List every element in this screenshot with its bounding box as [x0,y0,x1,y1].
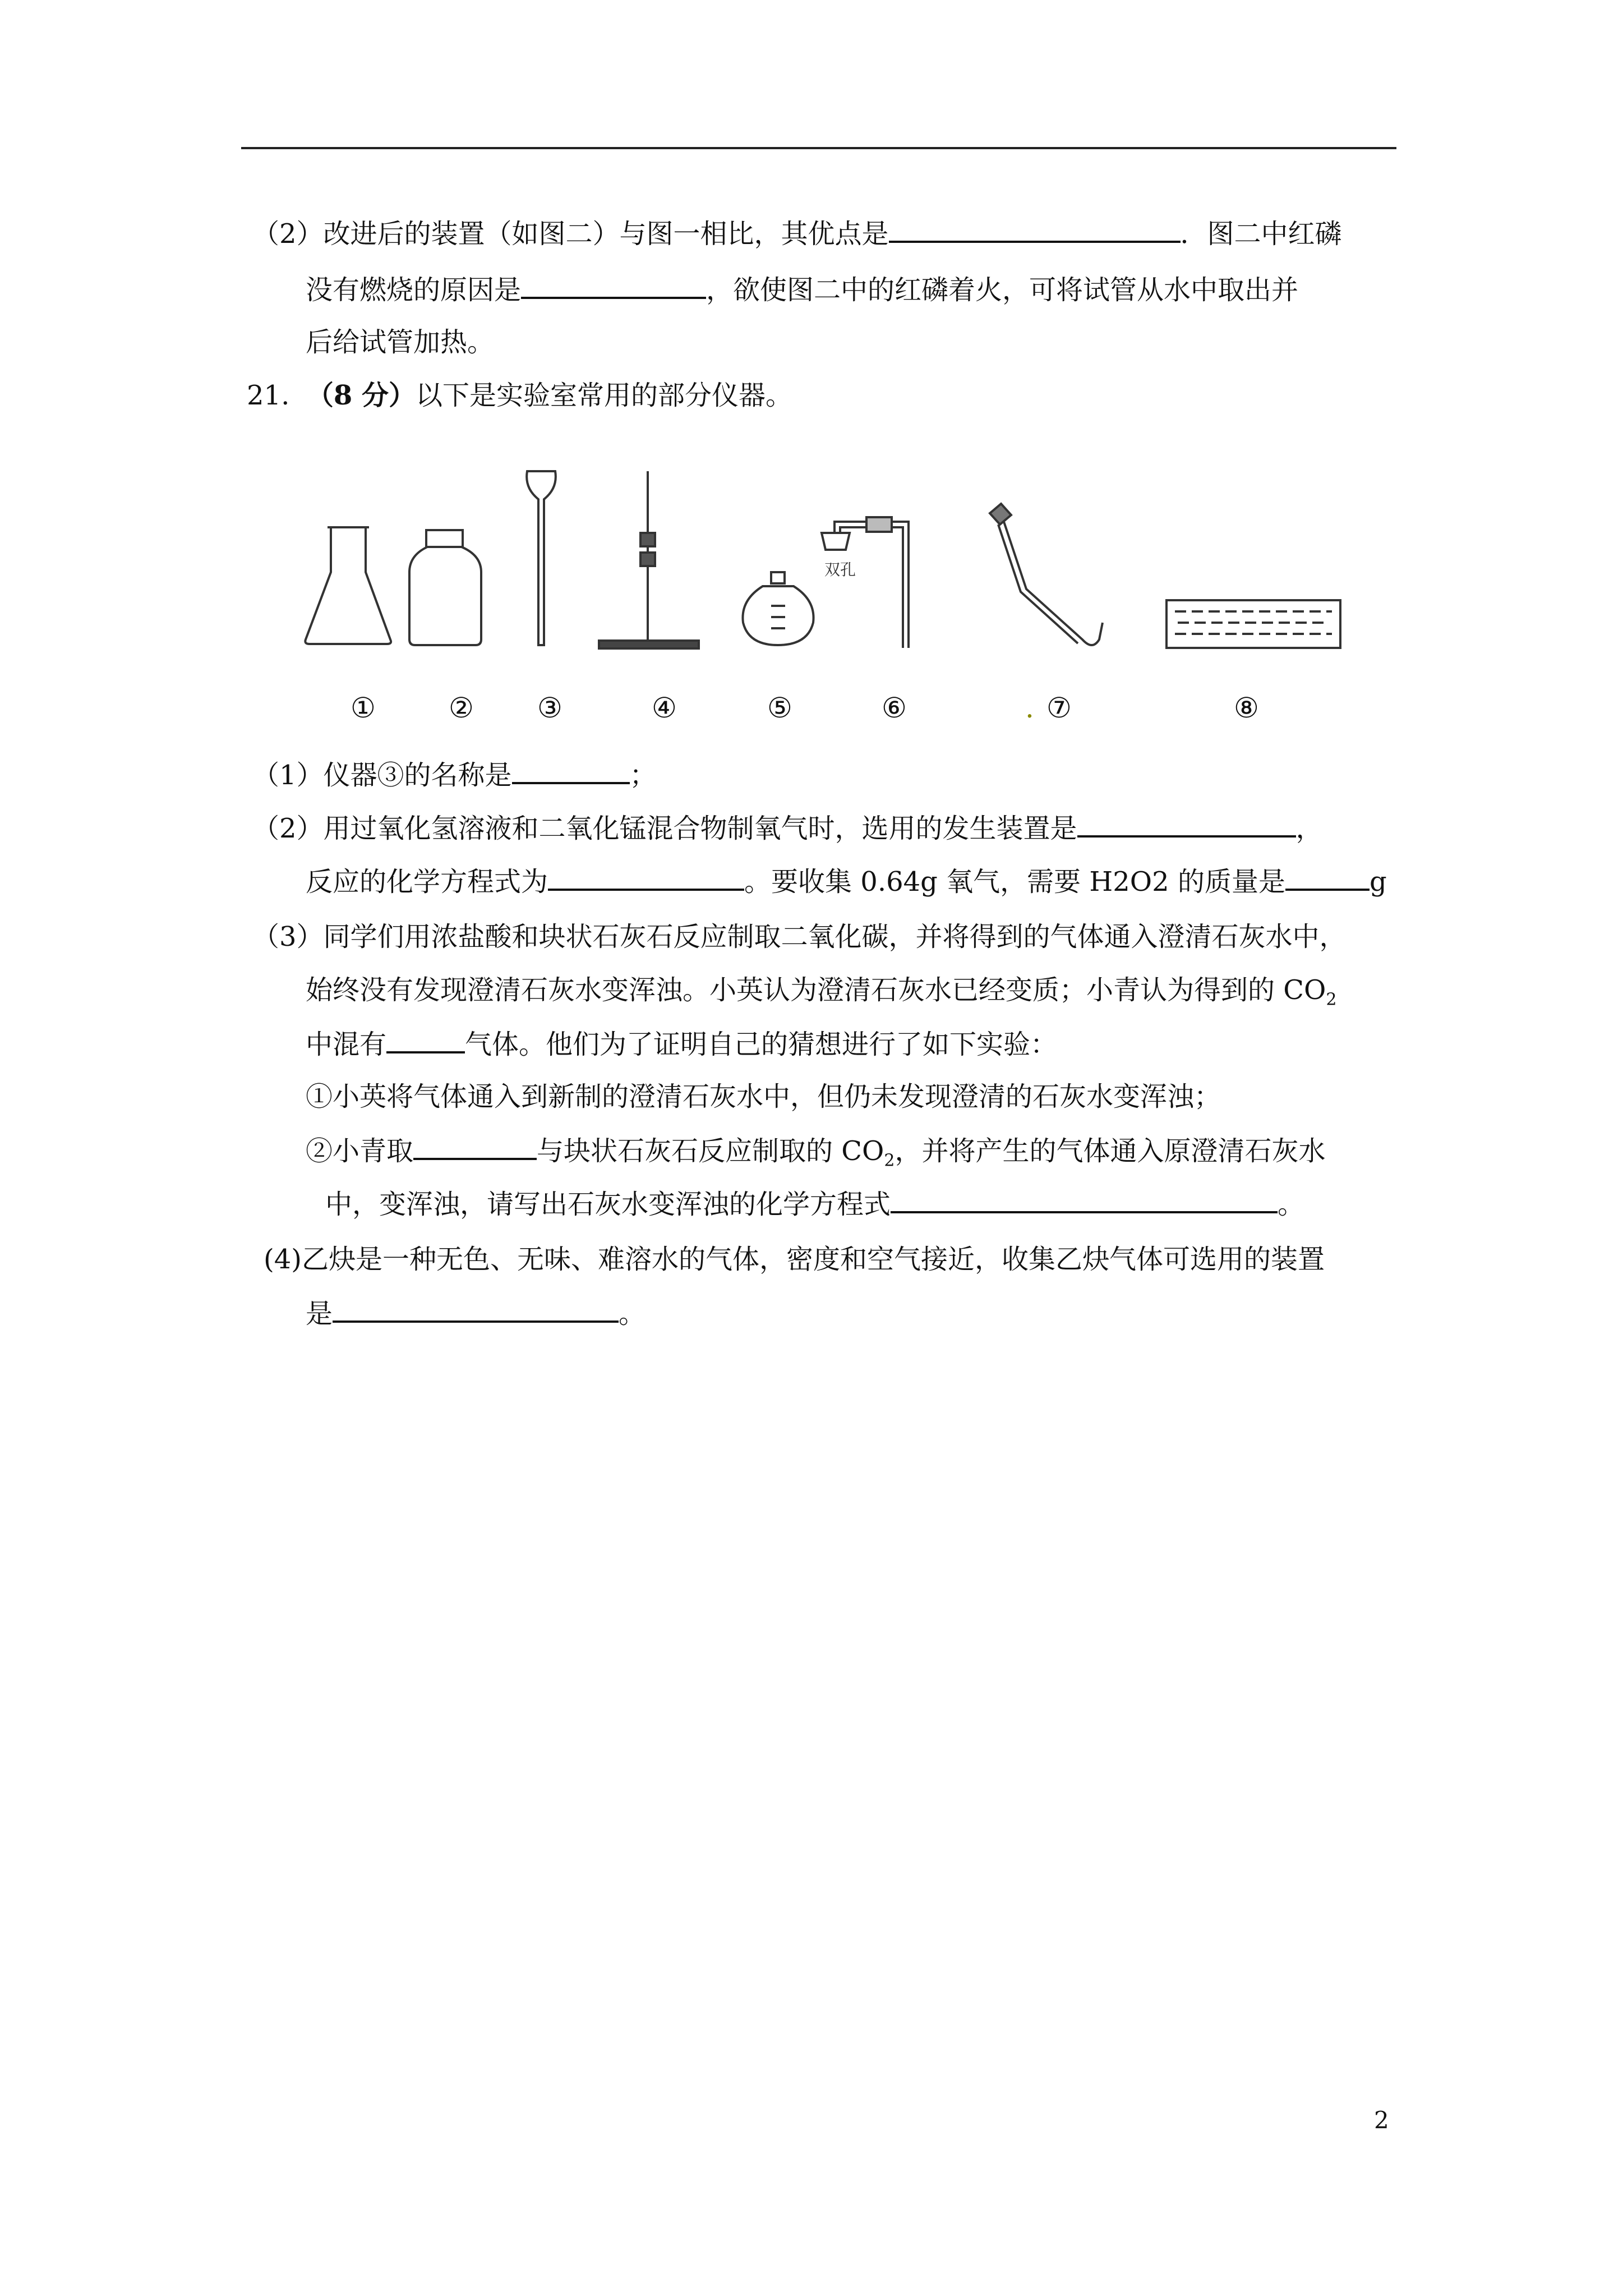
q21-part4-line1: (4)乙炔是一种无色、无味、难溶水的气体，密度和空气接近，收集乙炔气体可选用的装置 [264,1244,1325,1275]
text: 与块状石灰石反应制取的 CO [537,1135,884,1167]
instrument-label-6: ⑥ [882,692,907,724]
stray-dot: . [1025,692,1034,724]
answer-blank[interactable] [1285,864,1370,891]
text: ，欲使图二中的红磷着火，可将试管从水中取出并 [706,274,1299,306]
text: g [1369,866,1387,898]
q21-part3-line3 [306,1027,1057,1061]
conical-flask-icon [305,527,391,644]
q21-part3-line4: ①小英将气体通入到新制的澄清石灰水中，但仍未发现澄清的石灰水变浑浊； [306,1081,1221,1112]
text: （1）仪器③的名称是 [252,760,512,791]
instrument-label-3: ③ [537,692,562,724]
answer-blank[interactable] [413,1133,537,1160]
answer-blank[interactable] [521,272,706,299]
text: 没有燃烧的原因是 [306,274,522,306]
text: 始终没有发现澄清石灰水变浑浊。小英认为澄清石灰水已经变质；小青认为得到的 CO [306,974,1326,1006]
page-number: 2 [1374,2106,1389,2134]
text: 反应的化学方程式为 [306,866,548,898]
answer-blank[interactable] [889,216,1181,243]
instrument-label-5: ⑤ [767,692,792,724]
subscript: 2 [884,1151,895,1171]
instrument-label-1: ① [351,692,376,724]
q21-part4-line2 [306,1296,645,1331]
question-text: 以下是实验室常用的部分仪器。 [415,380,792,411]
double-hole-stopper-tube-icon [822,517,909,648]
long-neck-funnel-icon [527,471,556,645]
text: 中，变浑浊，请写出石灰水变浑浊的化学方程式 [325,1189,891,1220]
text: 是 [306,1298,333,1329]
text: ； [629,760,657,791]
text: 气体。他们为了证明自己的猜想进行了如下实验： [465,1029,1058,1060]
bent-delivery-tube-icon [990,504,1103,645]
text: （2）用过氧化氢溶液和二氧化锰混合物制氧气时，选用的发生装置是 [252,813,1077,844]
q20-part2-line2 [306,272,1298,307]
instrument-label-8: ⑧ [1234,692,1259,724]
q21-part3-line6 [325,1186,1304,1221]
instrument-label-4: ④ [652,692,677,724]
q21-part3-line5 [306,1133,1325,1178]
lab-instruments-figure [297,460,1363,729]
instrument-label-7: ⑦ [1046,692,1072,724]
text: ②小青取 [306,1135,414,1167]
alcohol-lamp-icon [743,572,813,645]
answer-blank[interactable] [512,757,630,784]
header-rule [241,147,1396,149]
double-hole-label: 双孔 [824,561,856,578]
iron-stand-icon [599,471,699,648]
text: 。要收集 0.64g 氧气，需要 H2O2 的质量是 [744,866,1285,898]
answer-blank[interactable] [1077,811,1296,838]
q21-part3-line2 [306,973,1336,1017]
water-trough-icon [1166,600,1340,648]
q21-part2-line1 [252,811,1323,845]
q21-part2-line2 [306,864,1387,899]
question-number: 21. [247,380,290,411]
text: ， [1295,813,1323,844]
answer-blank[interactable] [548,864,744,891]
subscript: 2 [1326,990,1337,1010]
answer-blank[interactable] [386,1027,465,1053]
q21-part1 [252,757,657,792]
text: （2）改进后的装置（如图二）与图一相比，其优点是 [252,218,889,250]
q21-header [247,379,792,412]
text: 。 [1278,1189,1305,1220]
answer-blank[interactable] [333,1296,619,1323]
question-score: （8 分） [306,380,416,411]
answer-blank[interactable] [891,1186,1278,1213]
text: 中混有 [306,1029,387,1060]
q21-part3-line1: （3）同学们用浓盐酸和块状石灰石反应制取二氧化碳，并将得到的气体通入澄清石灰水中， [252,921,1347,953]
q20-part2-line3: 后给试管加热。 [306,326,495,358]
text: ．图二中红磷 [1180,218,1342,250]
instrument-label-2: ② [449,692,474,724]
gas-bottle-icon [409,530,481,645]
q20-part2-line1 [252,216,1342,251]
text: ，并将产生的气体通入原澄清石灰水 [895,1135,1326,1167]
text: 。 [619,1298,646,1329]
